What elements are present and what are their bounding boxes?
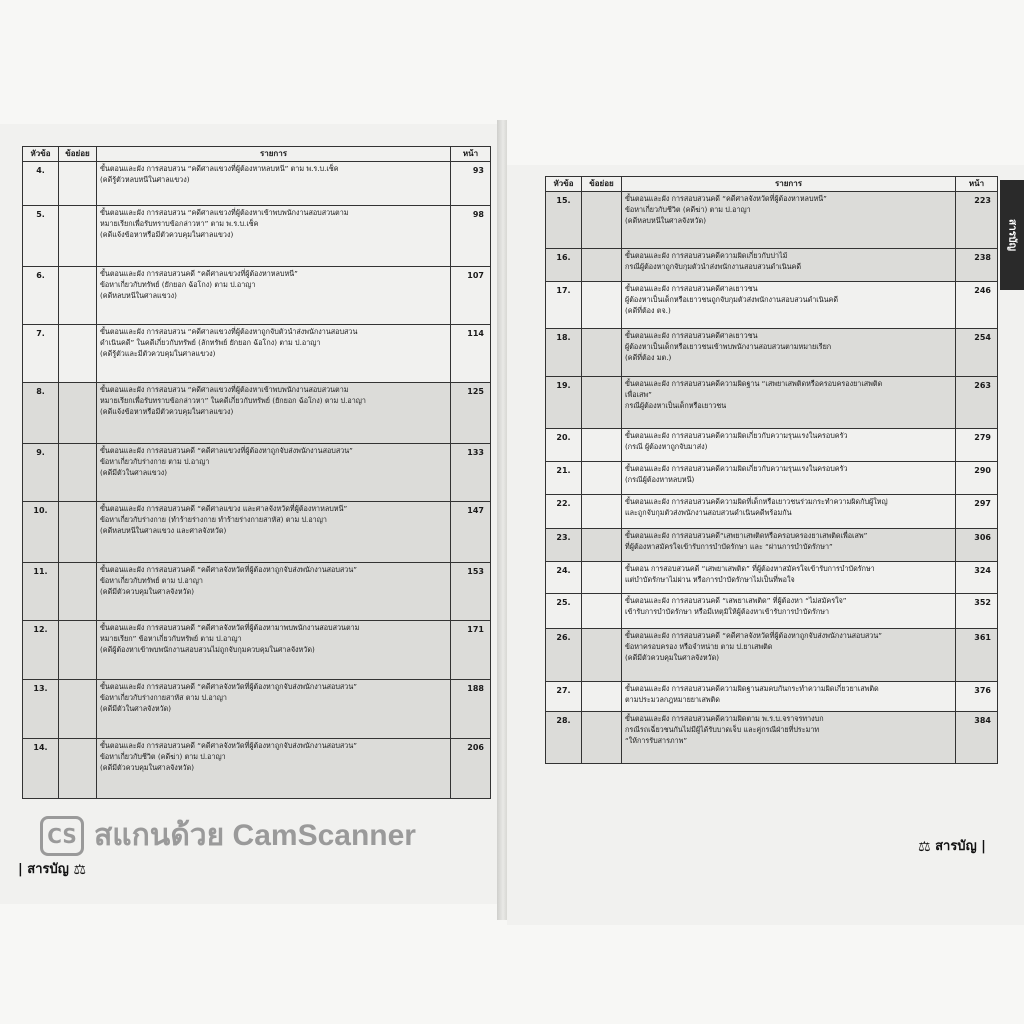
topic-number: 23. xyxy=(546,529,582,562)
topic-number: 11. xyxy=(23,563,59,621)
description-line: ข้อหาเกี่ยวกับชีวิต (คดีฆ่า) ตาม ป.อาญา xyxy=(100,752,226,761)
page-number: 297 xyxy=(956,495,998,529)
page-number: 147 xyxy=(451,502,491,563)
page-number: 133 xyxy=(451,444,491,502)
item-description xyxy=(97,444,451,502)
footer-right xyxy=(918,835,986,856)
description-line: (คดีที่ต้อง มต.) xyxy=(625,353,672,362)
toc-row xyxy=(546,429,998,462)
description-line: (คดีผู้ต้องหาเข้าพบพนักงานสอบสวนไม่ถูกจับกุมควบคุมในศาลจังหวัด) xyxy=(100,645,315,654)
description-line: (คดีมีตัวควบคุมในศาลจังหวัด) xyxy=(100,763,195,772)
description-line: (คดีรู้ตัวและมีตัวควบคุมในศาลแขวง) xyxy=(100,349,216,358)
description-line: (คดีรู้ตัวหลบหนีในศาลแขวง) xyxy=(100,175,190,184)
subtopic-cell xyxy=(582,712,622,764)
description-line: หมายเรียก” ข้อหาเกี่ยวกับทรัพย์ ตาม ป.อาญา xyxy=(100,634,242,643)
description-line: (คดีมีตัวควบคุมในศาลจังหวัด) xyxy=(625,653,720,662)
description-line: กรณีผู้ต้องหาถูกจับกุมตัวนำส่งพนักงานสอบสวนดำเนินคดี xyxy=(625,262,802,271)
item-description xyxy=(622,529,956,562)
item-description xyxy=(622,682,956,712)
description-line: ขั้นตอนและผัง การสอบสวนคดี “เสพยาเสพติด” ที่ผู้ต้องหา “ไม่สมัครใจ” xyxy=(625,596,847,605)
subtopic-cell xyxy=(59,383,97,444)
page-number: 93 xyxy=(451,162,491,206)
page-number: 376 xyxy=(956,682,998,712)
header-subtopic: ข้อย่อย xyxy=(59,147,97,162)
description-line: ขั้นตอนและผัง การสอบสวนคดี“เสพยาเสพติดหรือครอบครองยาเสพติดเพื่อเสพ” xyxy=(625,531,868,540)
toc-row xyxy=(23,162,491,206)
description-line: กรณีรถเฉี่ยวชนกันไม่มีผู้ได้รับบาดเจ็บ และคู่กรณีฝ่ายที่ประมาท xyxy=(625,725,820,734)
topic-number: 28. xyxy=(546,712,582,764)
description-line: ขั้นตอนและผัง การสอบสวน “คดีศาลแขวงที่ผู้ต้องหาเข้าพบพนักงานสอบสวนตาม xyxy=(100,385,349,394)
description-line: ข้อหาครอบครอง หรือจำหน่าย ตาม ป.ยาเสพติด xyxy=(625,642,773,651)
item-description xyxy=(622,462,956,495)
description-line: หมายเรียกเพื่อรับทราบข้อกล่าวหา” ในคดีเกี่ยวกับทรัพย์ (ยักยอก ฉ้อโกง) ตาม ป.อาญา xyxy=(100,396,366,405)
header-topic: หัวข้อ xyxy=(546,177,582,192)
item-description xyxy=(97,383,451,444)
subtopic-cell xyxy=(582,529,622,562)
subtopic-cell xyxy=(59,325,97,383)
toc-row xyxy=(546,594,998,629)
topic-number: 14. xyxy=(23,739,59,799)
description-line: ขั้นตอนและผัง การสอบสวน “คดีศาลแขวงที่ผู้ต้องหาถูกจับตัวนำส่งพนักงานสอบสวน xyxy=(100,327,358,336)
description-line: ขั้นตอนและผัง การสอบสวนคดี “คดีศาลจังหวัดที่ผู้ต้องหามาพบพนักงานสอบสวนตาม xyxy=(100,623,360,632)
footer-left-label: | สารบัญ xyxy=(18,862,69,877)
scales-of-justice-icon: ⚖ xyxy=(918,838,931,855)
camscanner-logo-icon: CS xyxy=(40,816,84,856)
subtopic-cell xyxy=(59,502,97,563)
subtopic-cell xyxy=(582,329,622,377)
subtopic-cell xyxy=(582,495,622,529)
item-description xyxy=(622,429,956,462)
toc-row xyxy=(23,383,491,444)
description-line: ขั้นตอนและผัง การสอบสวนคดี “คดีศาลแขวงที่ผู้ต้องหาถูกจับส่งพนักงานสอบสวน” xyxy=(100,446,353,455)
topic-number: 16. xyxy=(546,249,582,282)
item-description xyxy=(622,249,956,282)
toc-row xyxy=(546,629,998,682)
camscanner-watermark xyxy=(40,812,416,859)
toc-row xyxy=(23,267,491,325)
footer-right-label: สารบัญ | xyxy=(935,839,986,854)
subtopic-cell xyxy=(582,629,622,682)
description-line: (กรณี ผู้ต้องหาถูกจับมาส่ง) xyxy=(625,442,708,451)
description-line: ขั้นตอนและผัง การสอบสวนคดี “คดีศาลจังหวัดที่ผู้ต้องหาถูกจับส่งพนักงานสอบสวน” xyxy=(625,631,882,640)
topic-number: 9. xyxy=(23,444,59,502)
topic-number: 17. xyxy=(546,282,582,329)
subtopic-cell xyxy=(582,282,622,329)
description-line: ข้อหาเกี่ยวกับร่างกายสาหัส ตาม ป.อาญา xyxy=(100,693,227,702)
description-line: ขั้นตอน การสอบสวนคดี “เสพยาเสพติด” ที่ผู้ต้องหาสมัครใจเข้ารับการบำบัดรักษา xyxy=(625,564,875,573)
topic-number: 18. xyxy=(546,329,582,377)
toc-row xyxy=(546,282,998,329)
description-line: (คดีแจ้งข้อหาหรือมีตัวควบคุมในศาลแขวง) xyxy=(100,407,234,416)
subtopic-cell xyxy=(59,680,97,739)
book-gutter xyxy=(497,120,507,920)
item-description xyxy=(97,206,451,267)
description-line: ขั้นตอนและผัง การสอบสวนคดี “คดีศาลแขวงที่ผู้ต้องหาหลบหนี” xyxy=(100,269,298,278)
page-number: 114 xyxy=(451,325,491,383)
side-tab-contents: สารบัญ xyxy=(1000,180,1024,290)
description-line: ข้อหาเกี่ยวกับทรัพย์ (ยักยอก ฉ้อโกง) ตาม ป.อาญา xyxy=(100,280,256,289)
description-line: ขั้นตอนและผัง การสอบสวนคดีความผิดฐานสมคบกันกระทำความผิดเกี่ยวยาเสพติด xyxy=(625,684,879,693)
footer-left xyxy=(18,858,86,879)
description-line: ผู้ต้องหาเป็นเด็กหรือเยาวชนเข้าพบพนักงานสอบสวนตามหมายเรียก xyxy=(625,342,832,351)
header-items: รายการ xyxy=(97,147,451,162)
subtopic-cell xyxy=(582,682,622,712)
item-description xyxy=(97,502,451,563)
description-line: “ให้การรับสารภาพ” xyxy=(625,736,688,745)
header-page: หน้า xyxy=(451,147,491,162)
page-number: 361 xyxy=(956,629,998,682)
toc-row xyxy=(23,621,491,680)
topic-number: 19. xyxy=(546,377,582,429)
toc-row xyxy=(23,739,491,799)
toc-row xyxy=(23,680,491,739)
subtopic-cell xyxy=(582,249,622,282)
page-number: 324 xyxy=(956,562,998,594)
toc-row xyxy=(546,562,998,594)
subtopic-cell xyxy=(59,563,97,621)
item-description xyxy=(622,629,956,682)
description-line: ขั้นตอนและผัง การสอบสวนคดีความผิดเกี่ยวกับความรุนแรงในครอบครัว xyxy=(625,431,848,440)
page-number: 107 xyxy=(451,267,491,325)
topic-number: 25. xyxy=(546,594,582,629)
description-line: ขั้นตอนและผัง การสอบสวนคดี “คดีศาลจังหวัดที่ผู้ต้องหาหลบหนี” xyxy=(625,194,827,203)
item-description xyxy=(622,594,956,629)
page-number: 125 xyxy=(451,383,491,444)
page-number: 238 xyxy=(956,249,998,282)
toc-row xyxy=(546,462,998,495)
description-line: ขั้นตอนและผัง การสอบสวนคดี “คดีศาลจังหวัดที่ผู้ต้องหาถูกจับส่งพนักงานสอบสวน” xyxy=(100,682,357,691)
topic-number: 22. xyxy=(546,495,582,529)
description-line: ขั้นตอนและผัง การสอบสวน “คดีศาลแขวงที่ผู้ต้องหาเข้าพบพนักงานสอบสวนตาม xyxy=(100,208,349,217)
item-description xyxy=(97,563,451,621)
subtopic-cell xyxy=(59,444,97,502)
description-line: และถูกจับกุมตัวส่งพนักงานสอบสวนดำเนินคดีพร้อมกัน xyxy=(625,508,792,517)
topic-number: 10. xyxy=(23,502,59,563)
description-line: ตามประมวลกฎหมายยาเสพติด xyxy=(625,695,720,704)
page-number: 306 xyxy=(956,529,998,562)
toc-row xyxy=(546,192,998,249)
item-description xyxy=(97,739,451,799)
description-line: ข้อหาเกี่ยวกับชีวิต (คดีฆ่า) ตาม ป.อาญา xyxy=(625,205,751,214)
topic-number: 21. xyxy=(546,462,582,495)
page-number: 153 xyxy=(451,563,491,621)
page-number: 98 xyxy=(451,206,491,267)
description-line: (คดีที่ต้อง ตจ.) xyxy=(625,306,671,315)
topic-number: 26. xyxy=(546,629,582,682)
item-description xyxy=(622,282,956,329)
description-line: ขั้นตอนและผัง การสอบสวนคดี “คดีศาลจังหวัดที่ผู้ต้องหาถูกจับส่งพนักงานสอบสวน” xyxy=(100,741,357,750)
toc-row xyxy=(546,249,998,282)
header-items: รายการ xyxy=(622,177,956,192)
item-description xyxy=(622,495,956,529)
description-line: (คดีหลบหนีในศาลแขวง) xyxy=(100,291,177,300)
description-line: (คดีหลบหนีในศาลจังหวัด) xyxy=(625,216,707,225)
topic-number: 12. xyxy=(23,621,59,680)
subtopic-cell xyxy=(59,621,97,680)
description-line: ข้อหาเกี่ยวกับร่างกาย (ทำร้ายร่างกาย ทำร้ายร่างกายสาหัส) ตาม ป.อาญา xyxy=(100,515,327,524)
item-description xyxy=(97,325,451,383)
page-number: 246 xyxy=(956,282,998,329)
topic-number: 13. xyxy=(23,680,59,739)
description-line: เข้ารับการบำบัดรักษา หรือมีเหตุมิให้ผู้ต้องหาเข้ารับการบำบัดรักษา xyxy=(625,607,830,616)
description-line: ขั้นตอนและผัง การสอบสวน “คดีศาลแขวงที่ผู้ต้องหาหลบหนี” ตาม พ.ร.บ.เช็ค xyxy=(100,164,339,173)
toc-row xyxy=(23,502,491,563)
page-number: 290 xyxy=(956,462,998,495)
page-number: 263 xyxy=(956,377,998,429)
description-line: ขั้นตอนและผัง การสอบสวนคดีความผิดตาม พ.ร.บ.จราจรทางบก xyxy=(625,714,824,723)
toc-row xyxy=(546,495,998,529)
toc-row xyxy=(546,682,998,712)
topic-number: 7. xyxy=(23,325,59,383)
topic-number: 24. xyxy=(546,562,582,594)
page-number: 223 xyxy=(956,192,998,249)
item-description xyxy=(622,329,956,377)
topic-number: 8. xyxy=(23,383,59,444)
description-line: ดำเนินคดี” ในคดีเกี่ยวกับทรัพย์ (ลักทรัพย์ ยักยอก ฉ้อโกง) ตาม ป.อาญา xyxy=(100,338,321,347)
description-line: ขั้นตอนและผัง การสอบสวนคดีศาลเยาวชน xyxy=(625,331,758,340)
toc-row xyxy=(546,712,998,764)
item-description xyxy=(622,192,956,249)
topic-number: 4. xyxy=(23,162,59,206)
header-topic: หัวข้อ xyxy=(23,147,59,162)
subtopic-cell xyxy=(582,377,622,429)
subtopic-cell xyxy=(582,429,622,462)
subtopic-cell xyxy=(59,162,97,206)
topic-number: 27. xyxy=(546,682,582,712)
topic-number: 15. xyxy=(546,192,582,249)
description-line: ขั้นตอนและผัง การสอบสวนคดี “คดีศาลแขวง และศาลจังหวัดที่ผู้ต้องหาหลบหนี” xyxy=(100,504,348,513)
subtopic-cell xyxy=(59,206,97,267)
description-line: กรณีผู้ต้องหาเป็นเด็กหรือเยาวชน xyxy=(625,401,727,410)
description-line: (คดีแจ้งข้อหาหรือมีตัวควบคุมในศาลแขวง) xyxy=(100,230,234,239)
description-line: เพื่อเสพ” xyxy=(625,390,652,399)
page-number: 171 xyxy=(451,621,491,680)
subtopic-cell xyxy=(582,562,622,594)
toc-body-left xyxy=(23,162,491,799)
page-number: 206 xyxy=(451,739,491,799)
item-description xyxy=(97,267,451,325)
page-number: 279 xyxy=(956,429,998,462)
description-line: (คดีมีตัวในศาลจังหวัด) xyxy=(100,704,172,713)
header-subtopic: ข้อย่อย xyxy=(582,177,622,192)
toc-row xyxy=(23,563,491,621)
subtopic-cell xyxy=(582,462,622,495)
item-description xyxy=(622,377,956,429)
description-line: แต่บำบัดรักษาไม่ผ่าน หรือการบำบัดรักษาไม่เป็นที่พอใจ xyxy=(625,575,795,584)
topic-number: 20. xyxy=(546,429,582,462)
topic-number: 5. xyxy=(23,206,59,267)
description-line: ข้อหาเกี่ยวกับร่างกาย ตาม ป.อาญา xyxy=(100,457,210,466)
toc-table-left xyxy=(22,146,491,799)
toc-table-right xyxy=(545,176,998,764)
page-number: 254 xyxy=(956,329,998,377)
description-line: (คดีมีตัวควบคุมในศาลจังหวัด) xyxy=(100,587,195,596)
item-description xyxy=(97,162,451,206)
description-line: (กรณีผู้ต้องหาหลบหนี) xyxy=(625,475,695,484)
toc-row xyxy=(546,329,998,377)
watermark-text: สแกนด้วย CamScanner xyxy=(94,819,416,852)
description-line: (คดีมีตัวในศาลแขวง) xyxy=(100,468,168,477)
description-line: ขั้นตอนและผัง การสอบสวนคดี “คดีศาลจังหวัดที่ผู้ต้องหาถูกจับส่งพนักงานสอบสวน” xyxy=(100,565,357,574)
toc-body-right xyxy=(546,192,998,764)
description-line: ผู้ต้องหาเป็นเด็กหรือเยาวชนถูกจับกุมตัวส่งพนักงานสอบสวนดำเนินคดี xyxy=(625,295,839,304)
item-description xyxy=(97,621,451,680)
subtopic-cell xyxy=(582,192,622,249)
toc-row xyxy=(23,325,491,383)
description-line: ที่ผู้ต้องหาสมัครใจเข้ารับการบำบัดรักษา และ “ผ่านการบำบัดรักษา” xyxy=(625,542,833,551)
header-page: หน้า xyxy=(956,177,998,192)
page-number: 384 xyxy=(956,712,998,764)
toc-row xyxy=(23,444,491,502)
subtopic-cell xyxy=(59,267,97,325)
subtopic-cell xyxy=(59,739,97,799)
page-number: 352 xyxy=(956,594,998,629)
description-line: ขั้นตอนและผัง การสอบสวนคดีความผิดเกี่ยวกับความรุนแรงในครอบครัว xyxy=(625,464,848,473)
description-line: ข้อหาเกี่ยวกับทรัพย์ ตาม ป.อาญา xyxy=(100,576,203,585)
item-description xyxy=(622,562,956,594)
description-line: ขั้นตอนและผัง การสอบสวนคดีศาลเยาวชน xyxy=(625,284,758,293)
description-line: ขั้นตอนและผัง การสอบสวนคดีความผิดเกี่ยวกับปาไม้ xyxy=(625,251,788,260)
description-line: ขั้นตอนและผัง การสอบสวนคดีความผิดที่เด็กหรือเยาวชนร่วมกระทำความผิดกับผู้ใหญ่ xyxy=(625,497,888,506)
toc-row xyxy=(23,206,491,267)
description-line: หมายเรียกเพื่อรับทราบข้อกล่าวหา” ตาม พ.ร.บ.เช็ค xyxy=(100,219,259,228)
subtopic-cell xyxy=(582,594,622,629)
toc-header-row xyxy=(23,147,491,162)
description-line: ขั้นตอนและผัง การสอบสวนคดีความผิดฐาน “เสพยาเสพติดหรือครอบครองยาเสพติด xyxy=(625,379,883,388)
toc-row xyxy=(546,377,998,429)
page-number: 188 xyxy=(451,680,491,739)
item-description xyxy=(97,680,451,739)
toc-header-row xyxy=(546,177,998,192)
scales-of-justice-icon: ⚖ xyxy=(73,861,86,878)
toc-row xyxy=(546,529,998,562)
description-line: (คดีหลบหนีในศาลแขวง และศาลจังหวัด) xyxy=(100,526,227,535)
topic-number: 6. xyxy=(23,267,59,325)
item-description xyxy=(622,712,956,764)
